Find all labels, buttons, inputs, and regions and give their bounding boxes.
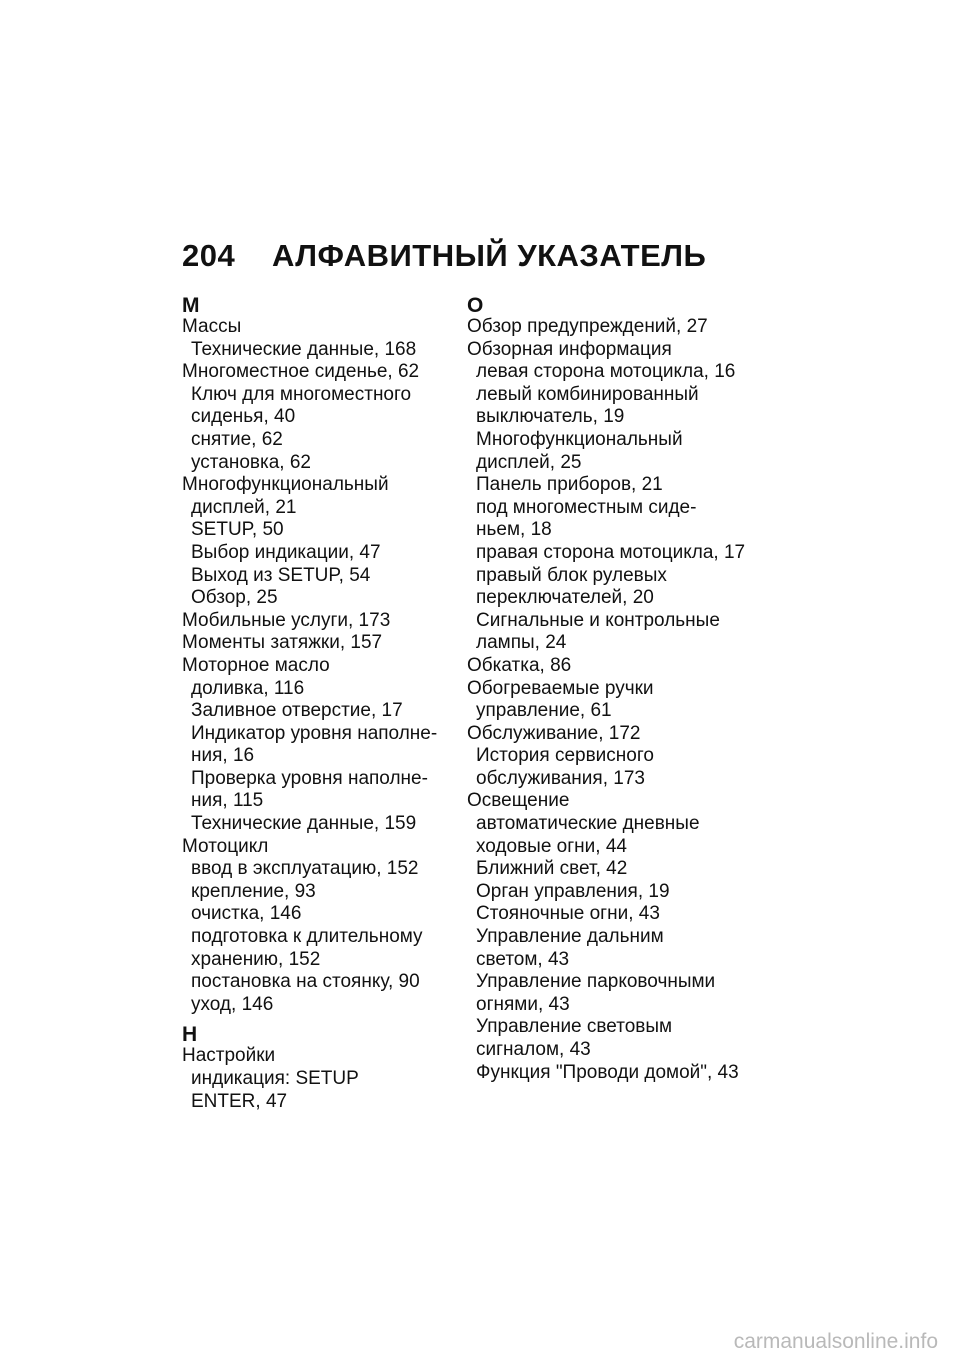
page-header — [182, 238, 706, 274]
index-subentry: Заливное отверстие, 17 — [191, 700, 403, 722]
index-subentry: индикация: SETUP — [191, 1068, 359, 1089]
index-subentry: выключатель, 19 — [476, 406, 625, 428]
index-subentry: доливка, 116 — [191, 677, 305, 699]
index-subentry: светом, 43 — [476, 948, 570, 970]
index-subentry: снятие, 62 — [191, 428, 283, 450]
index-subentry: постановка на стоянку, 90 — [191, 971, 420, 993]
index-column-right — [467, 294, 746, 1084]
index-subentry: установка, 62 — [191, 451, 311, 473]
page-title: АЛФАВИТНЫЙ УКАЗАТЕЛЬ — [272, 238, 707, 273]
index-subentry: Ближний свет, 42 — [476, 858, 628, 880]
index-subentry: дисплей, 21 — [191, 496, 297, 518]
index-subentry: Выход из SETUP, 54 — [191, 564, 371, 586]
watermark: carmanualsonline.info — [733, 1330, 938, 1353]
index-subentry: сиденья, 40 — [191, 406, 296, 428]
index-entry: Многофункциональный — [182, 474, 389, 496]
index-subentry: очистка, 146 — [191, 903, 302, 925]
page-number: 204 — [182, 238, 236, 273]
index-entry: Многоместное сиденье, 62 — [182, 361, 420, 383]
index-subentry: ходовые огни, 44 — [476, 835, 627, 857]
index-subentry: правый блок рулевых — [476, 564, 667, 586]
index-entry: Обзорная информация — [467, 338, 672, 360]
index-subentry: ния, 115 — [191, 790, 264, 812]
index-entry: Моторное масло — [182, 654, 330, 676]
section-letter: О — [467, 294, 484, 317]
index-subentry: левая сторона мотоцикла, 16 — [476, 361, 736, 383]
index-subentry: История сервисного — [476, 745, 654, 767]
index-subentry: Функция "Проводи домой", 43 — [476, 1061, 739, 1083]
index-subentry: Стояночные огни, 43 — [476, 903, 660, 925]
index-entry: Освещение — [467, 790, 570, 812]
index-subentry: лампы, 24 — [476, 632, 567, 654]
index-subentry: уход, 146 — [191, 993, 274, 1015]
section-letter: М — [182, 294, 200, 317]
index-subentry: Многофункциональный — [476, 428, 683, 450]
index-subentry: Индикатор уровня наполне- — [191, 722, 438, 744]
index-subentry: ньем, 18 — [476, 519, 552, 541]
index-column-left — [182, 296, 452, 1113]
index-subentry: подготовка к длительному — [191, 926, 423, 948]
index-subentry: Орган управления, 19 — [476, 880, 670, 902]
index-subentry: SETUP, 50 — [191, 519, 284, 541]
index-subentry: Управление дальним — [476, 926, 664, 948]
index-subentry: ENTER, 47 — [191, 1090, 288, 1112]
index-subentry: переключателей, 20 — [476, 587, 654, 609]
index-entry: Обкатка, 86 — [467, 654, 572, 676]
index-subentry: обслуживания, 173 — [476, 767, 645, 789]
index-entry: Мотоцикл — [182, 835, 269, 857]
index-subentry: Ключ для многоместного — [191, 383, 412, 405]
index-subentry: под многоместным сиде- — [476, 496, 697, 518]
section-letter: Н — [182, 1023, 198, 1047]
index-entry: Мобильные услуги, 173 — [182, 609, 391, 631]
index-subentry: правая сторона мотоцикла, 17 — [476, 541, 746, 563]
index-entry: Обогреваемые ручки — [467, 677, 654, 699]
index-subentry: Технические данные, 168 — [191, 338, 417, 360]
index-subentry: Проверка уровня наполне- — [191, 767, 428, 789]
index-subentry: дисплей, 25 — [476, 451, 582, 473]
index-entry: Настройки — [182, 1045, 276, 1067]
index-subentry: Управление световым — [476, 1016, 673, 1038]
index-subentry: сигналом, 43 — [476, 1039, 591, 1060]
index-entry: Моменты затяжки, 157 — [182, 632, 383, 654]
index-subentry: ввод в эксплуатацию, 152 — [191, 858, 419, 880]
index-entry: Массы — [182, 316, 242, 337]
index-subentry: левый комбинированный — [476, 383, 699, 405]
index-subentry: Выбор индикации, 47 — [191, 541, 381, 563]
index-subentry: Управление парковочными — [476, 971, 716, 993]
index-subentry: крепление, 93 — [191, 880, 316, 902]
index-subentry: автоматические дневные — [476, 813, 700, 835]
index-entry: Обслуживание, 172 — [467, 722, 641, 744]
index-subentry: Сигнальные и контрольные — [476, 609, 720, 631]
index-subentry: управление, 61 — [476, 700, 612, 722]
index-subentry: Технические данные, 159 — [191, 813, 417, 835]
index-subentry: ния, 16 — [191, 745, 255, 767]
index-subentry: Обзор, 25 — [191, 587, 278, 609]
index-entry: Обзор предупреждений, 27 — [467, 316, 708, 337]
index-subentry: Панель приборов, 21 — [476, 474, 663, 496]
index-subentry: хранению, 152 — [191, 948, 321, 970]
index-subentry: огнями, 43 — [476, 993, 570, 1015]
